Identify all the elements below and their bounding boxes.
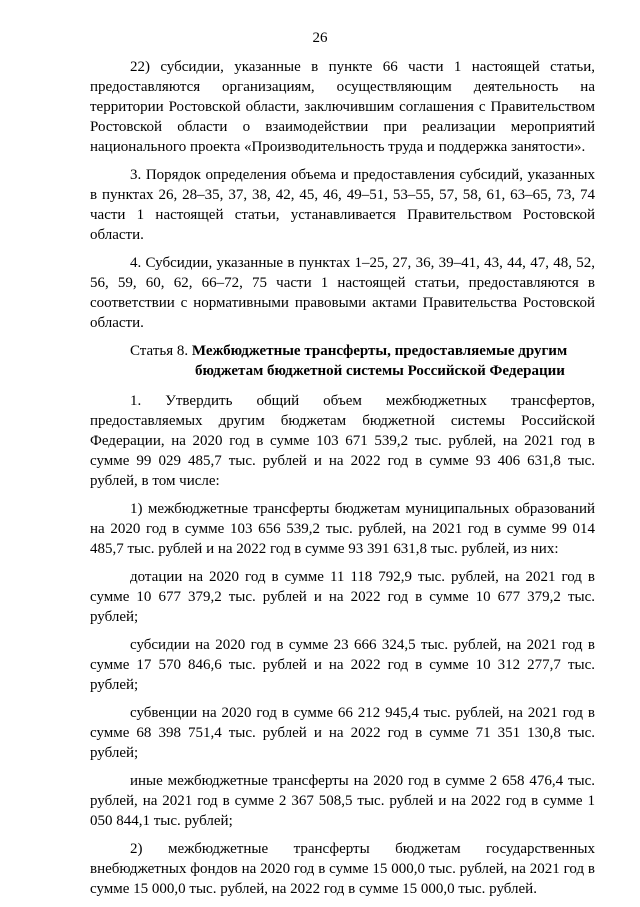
- paragraph-4-subsidy-regulations: 4. Субсидии, указанные в пунктах 1–25, 27, 36, 39–41, 43, 44, 47, 48, 52, 56, 59, 60, 62, 66–72, 75 части 1 настоящей статьи, предоставляются в соответствии с нормативными правовыми актами Правительства Ростовской области.: [90, 255, 595, 331]
- paragraph-3-subsidy-procedure: 3. Порядок определения объема и предоставления субсидий, указанных в пунктах 26, 28–35, 37, 38, 42, 45, 46, 49–51, 53–55, 57, 58, 61, 63–65, 73, 74 части 1 настоящей статьи, устанавливается Правительством Ростовской области.: [90, 167, 595, 243]
- paragraph-1-total-transfers: 1. Утвердить общий объем межбюджетных трансфертов, предоставляемых другим бюджетам бюджетной системы Российской Федерации, на 2020 год в сумме 103 671 539,2 тыс. рублей, на 2021 год в сумме 99 029 485,7 тыс. рублей и на 2022 год в сумме 93 406 631,8 тыс. рублей, в том числе:: [90, 393, 595, 489]
- document-body: [90, 57, 595, 907]
- article-8-heading: [90, 341, 595, 381]
- paragraph-other-transfers: иные межбюджетные трансферты на 2020 год в сумме 2 658 476,4 тыс. рублей, на 2021 год в сумме 2 367 508,5 тыс. рублей и на 2022 год в сумме 1 050 844,1 тыс. рублей;: [90, 773, 595, 829]
- article-title-line-1: Межбюджетные трансферты, предоставляемые другим: [191, 343, 568, 359]
- paragraph-subsidies: субсидии на 2020 год в сумме 23 666 324,5 тыс. рублей, на 2021 год в сумме 17 570 846,6 тыс. рублей и на 2022 год в сумме 10 312 277,7 тыс. рублей;: [90, 637, 595, 693]
- paragraph-subsidies-22: 22) субсидии, указанные в пункте 66 части 1 настоящей статьи, предоставляются организациям, осуществляющим деятельность на территории Ростовской области, заключившим соглашения с Правительством Ростовской области о взаимодействии при реализации мероприятий национального проекта «Производительность труда и поддержка занятости».: [90, 59, 595, 155]
- paragraph-extrabudgetary-funds: 2) межбюджетные трансферты бюджетам государственных внебюджетных фондов на 2020 год в сумме 15 000,0 тыс. рублей, на 2021 год в сумме 15 000,0 тыс. рублей, на 2022 год в сумме 15 000,0 тыс. рублей.: [90, 841, 595, 897]
- paragraph-subventions: субвенции на 2020 год в сумме 66 212 945,4 тыс. рублей, на 2021 год в сумме 68 398 751,4 тыс. рублей и на 2022 год в сумме 71 351 130,8 тыс. рублей;: [90, 705, 595, 761]
- paragraph-municipal-transfers: 1) межбюджетные трансферты бюджетам муниципальных образований на 2020 год в сумме 103 656 539,2 тыс. рублей, на 2021 год в сумме 99 014 485,7 тыс. рублей и на 2022 год в сумме 93 391 631,8 тыс. рублей, из них:: [90, 501, 595, 557]
- page-number: 26: [312, 30, 328, 46]
- paragraph-grants: дотации на 2020 год в сумме 11 118 792,9 тыс. рублей, на 2021 год в сумме 10 677 379,2 тыс. рублей и на 2022 год в сумме 10 677 379,2 тыс. рублей;: [90, 569, 595, 625]
- article-label: Статья 8.: [130, 343, 189, 359]
- article-title-line-2: бюджетам бюджетной системы Российской Федерации: [195, 363, 565, 379]
